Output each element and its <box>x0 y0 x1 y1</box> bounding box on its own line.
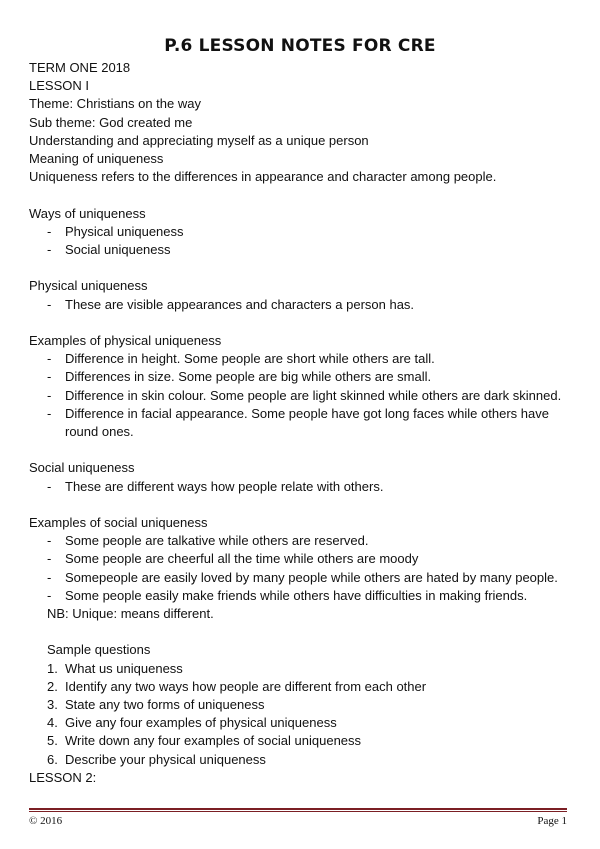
question-item: 6. Describe your physical uniqueness <box>47 751 266 767</box>
social-examples-heading: Examples of social uniqueness <box>29 515 208 530</box>
social-list <box>29 478 579 496</box>
list-item: - Differences in size. Some people are big while others are small. <box>47 369 432 385</box>
page-title: P.6 LESSON NOTES FOR CRE <box>164 36 436 56</box>
copyright-text: © 2016 <box>29 815 63 827</box>
footer-divider-thin <box>29 811 567 812</box>
questions-heading: Sample questions <box>47 642 151 658</box>
list-item: - Some people are cheerful all the time while others are moody <box>47 551 419 567</box>
list-item: - Some people easily make friends while others have difficulties in making friends. <box>47 587 528 603</box>
question-item: 4. Give any four examples of physical uniqueness <box>47 715 337 731</box>
page-number: Page 1 <box>537 815 567 827</box>
meaning-definition: Uniqueness refers to the differences in appearance and character among people. <box>29 169 497 185</box>
list-item: - Somepeople are easily loved by many people while others are hated by many people. <box>47 569 558 585</box>
nb-note: NB: Unique: means different. <box>47 606 214 622</box>
physical-list <box>29 296 579 314</box>
question-item: 3. State any two forms of uniqueness <box>47 697 265 713</box>
next-lesson-label: LESSON 2: <box>29 769 97 785</box>
social-examples-list <box>29 532 579 605</box>
question-item: 2. Identify any two ways how people are different from each other <box>47 678 427 694</box>
lesson-label: LESSON I <box>29 78 89 94</box>
question-item: 5. Write down any four examples of social uniqueness <box>47 733 362 749</box>
questions-list <box>29 660 579 769</box>
social-heading: Social uniqueness <box>29 460 135 476</box>
question-item: 1. What us uniqueness <box>47 660 183 676</box>
list-item: - Some people are talkative while others are reserved. <box>47 533 369 549</box>
list-item: - Difference in height. Some people are short while others are tall. <box>47 351 435 367</box>
ways-list <box>29 223 579 259</box>
list-item: - Social uniqueness <box>47 242 171 258</box>
list-item: - Physical uniqueness <box>47 223 184 239</box>
list-item: - These are different ways how people relate with others. <box>47 478 384 494</box>
sub-theme-line: Sub theme: God created me <box>29 114 193 130</box>
term-label: TERM ONE 2018 <box>29 60 131 75</box>
footer-divider <box>29 808 567 810</box>
physical-heading: Physical uniqueness <box>29 278 148 294</box>
topic-line: Understanding and appreciating myself as a unique person <box>29 132 369 148</box>
ways-heading: Ways of uniqueness <box>29 205 146 221</box>
list-item: - These are visible appearances and characters a person has. <box>47 296 415 312</box>
physical-examples-list <box>29 350 579 441</box>
lesson-notes <box>29 59 579 787</box>
list-item: - Difference in facial appearance. Some people have got long faces while others have round ones. <box>47 405 549 440</box>
theme-line: Theme: Christians on the way <box>29 96 201 112</box>
list-item: - Difference in skin colour. Some people are light skinned while others are dark skinned. <box>47 387 562 403</box>
meaning-heading: Meaning of uniqueness <box>29 151 164 167</box>
physical-examples-heading: Examples of physical uniqueness <box>29 333 222 348</box>
